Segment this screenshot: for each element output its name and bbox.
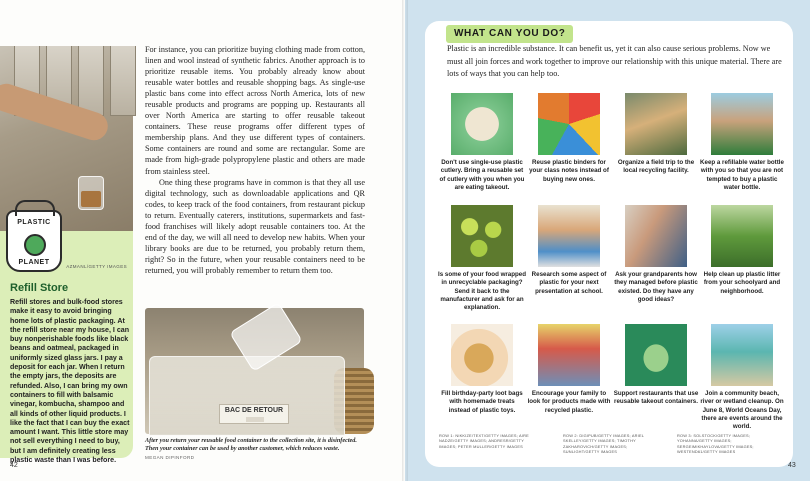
book-gutter: [402, 0, 408, 481]
tip-item: [612, 324, 700, 407]
tip-item: [525, 93, 613, 184]
tip-text: Reuse plastic binders for your class notes instead of buying new ones.: [529, 159, 609, 183]
tip-item: [438, 324, 526, 415]
wrapped-apples-photo-icon: [451, 205, 513, 267]
photo-credit: MEGAN DIPINFORD: [145, 455, 195, 460]
sidebar-title: Refill Store: [10, 282, 69, 294]
tip-text: Keep a refillable water bottle with you so that you are not tempted to buy a plastic water bottle.: [700, 159, 784, 191]
jar-shape: [78, 176, 104, 210]
tip-item: [612, 205, 700, 304]
tip-text: Research some aspect of plastic for your next presentation at school.: [531, 271, 607, 295]
tip-text: Organize a field trip to the local recycling facility.: [617, 159, 695, 175]
water-bottle-photo-icon: [711, 93, 773, 155]
cutlery-roll-photo-icon: [451, 93, 513, 155]
litter-cleanup-photo-icon: [711, 205, 773, 267]
tip-text: Is some of your food wrapped in unrecyclable packaging? Send it back to the manufacturer and ask for an explanation.: [438, 271, 527, 312]
tip-item: [698, 324, 786, 431]
homemade-treats-photo-icon: [451, 324, 513, 386]
tip-item: [525, 324, 613, 415]
tip-item: [612, 93, 700, 176]
tip-text: Join a community beach, river or wetland cleanup. On June 8, World Oceans Day, there are events around the world.: [700, 390, 784, 431]
body-paragraph-2: One thing these programs have in common is that they all use digital technology, such as downloadable applications and QR codes, to keep track of the food containers, from restaurant pickup to return. Eventually caterers, institutions, supermarkets and fast-food franchises will likely adopt reusable containers too. At the end of the day, we will all need to develop new habits. When your library books are due to be returned, you probably return them, right? So in the future, when your reusable containers need to be returned, you will probably remember to return them too.: [145, 177, 365, 275]
bag-handle: [15, 200, 55, 216]
tip-item: [438, 205, 526, 312]
intro-text: Plastic is an incredible substance. It can benefit us, yet it can also cause serious problems. Now we must all join forces and work together to improve our relationship with this unique material. There are lots of ways that you can help too.: [447, 44, 782, 79]
tip-text: Support restaurants that use reusable takeout containers.: [613, 390, 699, 406]
grandparents-photo-icon: [625, 205, 687, 267]
family-shopping-photo-icon: [538, 324, 600, 386]
globe-icon: [24, 234, 46, 256]
sidebar-text: Refill stores and bulk-food stores make it easy to avoid bringing home lots of plastic packaging. At the refill store near my house, I can buy nonperishable foods like black beans and oatmeal, packaged in uniformly sized glass jars. I pay a deposit for each jar. When I return the empty jars, the deposits are refunded. Also, I can bring my own containers to fill with balsamic vinegar, kombucha, shampoo and all kinds of other liquid products. I like the fact that I can buy the exact amount I want. This little store may not sell everything I need to buy, but I am definitely creating less plastic waste than I was before.: [10, 298, 130, 465]
student-presentation-photo-icon: [538, 205, 600, 267]
tip-text: Don't use single-use plastic cutlery. Bring a reusable set of cutlery with you when you are eating takeout.: [439, 159, 525, 191]
bin-shape: [149, 356, 345, 436]
tip-text: Ask your grandparents how they managed before plastic existed. Do they have any good ideas?: [614, 271, 698, 303]
refill-store-sidebar: [0, 46, 133, 465]
section-heading: WHAT CAN YOU DO?: [446, 25, 573, 43]
bag-logo-bottom: PLANET: [18, 259, 50, 266]
photo-credits-col-3: ROW 3: SOLSTOCK/GETTY IMAGES; YOHANNA/GETTY IMAGES; SERGEIMIKHAYLOVA/GETTY IMAGES; WESTEND61/GETTY IMAGES: [677, 433, 754, 455]
page-number-right: 43: [788, 462, 796, 469]
right-page: [405, 0, 810, 481]
photo-caption: After you return your reusable food container to the collection site, it is disinfected. Then your container can be used by another customer, which reduces waste.: [145, 437, 357, 453]
tip-item: [438, 93, 526, 192]
tip-item: [698, 205, 786, 296]
body-text: [145, 44, 365, 276]
tip-item: [698, 93, 786, 192]
photo-credits-col-2: ROW 2: DIGIPUB/GETTY IMAGES; ARIEL SKELLEY/GETTY IMAGES; TIMOTHY ZAKHAROVICH/GETTY IMAGES; SUNLIGHT/GETTY IMAGES: [563, 433, 644, 455]
recycling-facility-photo-icon: [625, 93, 687, 155]
reusable-cup-photo-icon: [625, 324, 687, 386]
bag-logo-top: PLASTIC: [17, 219, 51, 226]
beach-cleanup-photo-icon: [711, 324, 773, 386]
dispenser-shape: [78, 46, 104, 116]
return-bin-photo: [145, 308, 364, 434]
body-paragraph-1: For instance, you can prioritize buying clothing made from cotton, linen and wool instead of synthetic fabrics. Another approach is to prioritize reusable items. You probably already know about reusable water bottles and reusable shopping bags. As single-use plastic bans come into effect across North America, lots of new reusable products and programs are popping up. Restaurants all over North America are starting to offer reusable takeout containers. These reuse programs offer different types of membership plans. And they use different types of containers. Some containers are round and some are rectangular. Some are made from high-grade polypropylene plastic and others are made from stainless steel.: [145, 45, 365, 176]
plastic-planet-bag-icon: [6, 210, 62, 272]
page-number-left: 42: [10, 462, 18, 469]
sidebar-photo-credit: AZMANL/GETTY IMAGES: [66, 264, 127, 269]
binders-photo-icon: [538, 93, 600, 155]
tip-text: Encourage your family to look for products made with recycled plastic.: [527, 390, 611, 414]
photo-credits-col-1: ROW 1: NIKKIZE/TEXT/GETTY IMAGES; AIRE NADZE/GETTY IMAGES; ANDRESR/GETTY IMAGES; PETER MULLER/GETTY IMAGES: [439, 433, 529, 449]
tip-text: Fill birthday-party loot bags with homemade treats instead of plastic toys.: [441, 390, 523, 414]
tip-item: [525, 205, 613, 296]
what-can-you-do-panel: [425, 21, 793, 467]
tip-text: Help clean up plastic litter from your schoolyard and neighborhood.: [703, 271, 781, 295]
dispenser-shape: [110, 46, 136, 116]
return-bin-sign: BAC DE RETOUR: [219, 404, 289, 424]
